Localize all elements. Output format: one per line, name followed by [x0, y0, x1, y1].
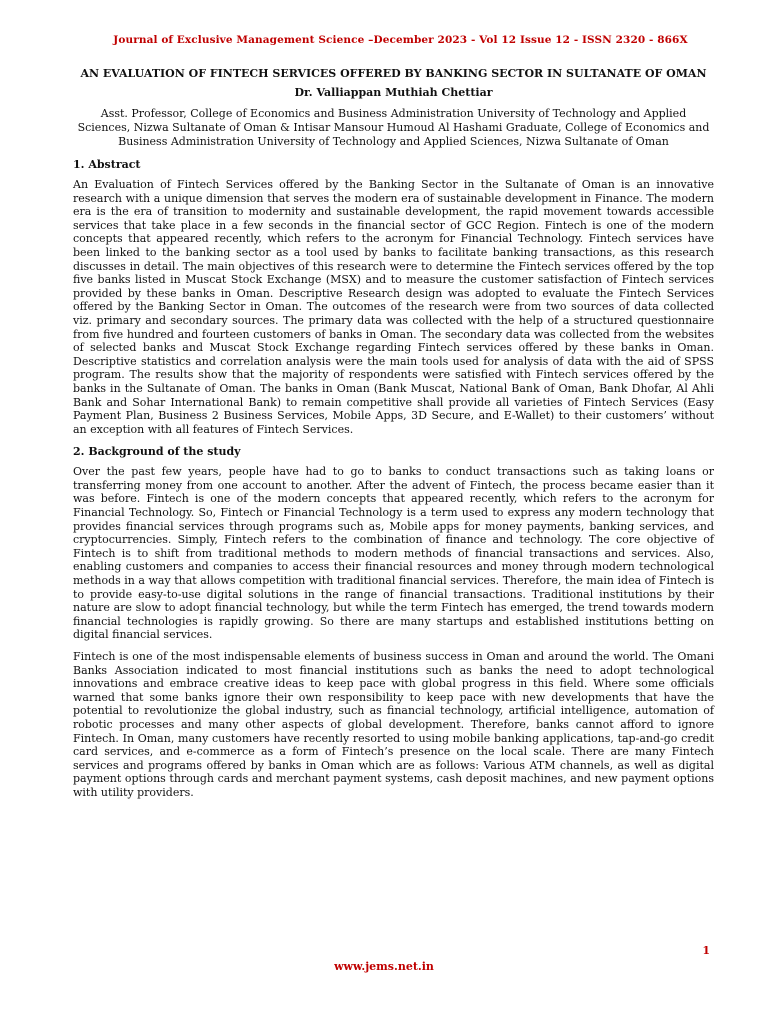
page-number: 1 [702, 944, 710, 957]
section-abstract [73, 158, 714, 436]
section-heading: 1. Abstract [73, 158, 141, 171]
paragraph: An Evaluation of Fintech Services offered by the Banking Sector in the Sultanate of Oman is an innovative research with a unique dimension that serves the modern era of sustainable development in Finance. The modern era is the era of transition to modernity and sustainable development, the rapid movement towards accessible services that take place in a few seconds in the financial sector of GCC Region. Fintech is one of the modern concepts that appeared recently, which refers to the acronym for Financial Technology. Fintech services have been linked to the banking sector as a tool used by banks to facilitate banking transactions, as this research discusses in detail. The main objectives of this research were to determine the Fintech services offered by the top five banks listed in Muscat Stock Exchange (MSX) and to measure the customer satisfaction of Fintech services provided by these banks in Oman. Descriptive Research design was adopted to evaluate the Fintech Services offered by the Banking Sector in Oman. The outcomes of the research were from two sources of data collected viz. primary and secondary sources. The primary data was collected with the help of a structured questionnaire from five hundred and fourteen customers of banks in Oman. The secondary data was collected from the websites of selected banks and Muscat Stock Exchange regarding Fintech services offered by these banks in Oman. Descriptive statistics and correlation analysis were the main tools used for analysis of data with the aid of SPSS program. The results show that the majority of respondents were satisfied with Fintech services offered by the banks in the Sultanate of Oman. The banks in Oman (Bank Muscat, National Bank of Oman, Bank Dhofar, Al Ahli Bank and Sohar International Bank) to remain competitive shall provide all varieties of Fintech Services (Easy Payment Plan, Business 2 Business Services, Mobile Apps, 3D Secure, and E-Wallet) to their customers’ without an exception with all features of Fintech Services. [73, 178, 714, 436]
paragraph: Fintech is one of the most indispensable elements of business success in Oman and around the world. The Omani Banks Association indicated to most financial institutions such as banks the need to adopt technological innovations and embrace creative ideas to keep pace with global progress in this field. Where some officials warned that some banks ignore their own responsibility to keep pace with new developments that have the potential to revolutionize the global industry, such as financial technology, artificial intelligence, automation of robotic processes and many other aspects of global development. Therefore, banks cannot afford to ignore Fintech. In Oman, many customers have recently resorted to using mobile banking applications, tap-and-go credit card services, and e-commerce as a form of Fintech’s presence on the local scale. There are many Fintech services and programs offered by banks in Oman which are as follows: Various ATM channels, as well as digital payment options through cards and merchant payment systems, cash deposit machines, and new payment options with utility providers. [73, 650, 714, 799]
author-name: Dr. Valliappan Muthiah Chettiar [294, 86, 493, 99]
section-heading: 2. Background of the study [73, 445, 241, 459]
footer-website-link[interactable]: www.jems.net.in [334, 960, 434, 973]
section-background [73, 445, 714, 799]
paragraph: Over the past few years, people have had to go to banks to conduct transactions such as taking loans or transferring money from one account to another. After the advent of Fintech, the process became easier than it was before. Fintech is one of the modern concepts that appeared recently, which refers to the acronym for Financial Technology. So, Fintech or Financial Technology is a term used to express any modern technology that provides financial services through programs such as, Mobile apps for money payments, banking services, and cryptocurrencies. Simply, Fintech refers to the combination of finance and technology. The core objective of Fintech is to shift from traditional methods to modern methods of financial transactions and services. Also, enabling customers and companies to access their financial resources and money through modern technological methods in a way that allows competition with traditional financial services. Therefore, the main idea of Fintech is to provide easy-to-use digital solutions in the range of financial transactions. Traditional institutions by their nature are slow to adopt financial technology, but while the term Fintech has emerged, the trend towards modern financial technologies is rapidly growing. So there are many startups and established institutions betting on digital financial services. [73, 465, 714, 642]
paper-title: AN EVALUATION OF FINTECH SERVICES OFFERED BY BANKING SECTOR IN SULTANATE OF OMAN [80, 67, 707, 80]
author-affiliation: Asst. Professor, College of Economics and Business Administration University of Technology and Applied Sciences, Nizwa Sultanate of Oman & Intisar Mansour Humoud Al Hashami Graduate, College of Economics and Business Administration University of Technology and Applied Sciences, Nizwa Sultanate of Oman [77, 107, 710, 148]
journal-header: Journal of Exclusive Management Science –December 2023 - Vol 12 Issue 12 - ISSN 2320 - 866X [113, 34, 688, 46]
